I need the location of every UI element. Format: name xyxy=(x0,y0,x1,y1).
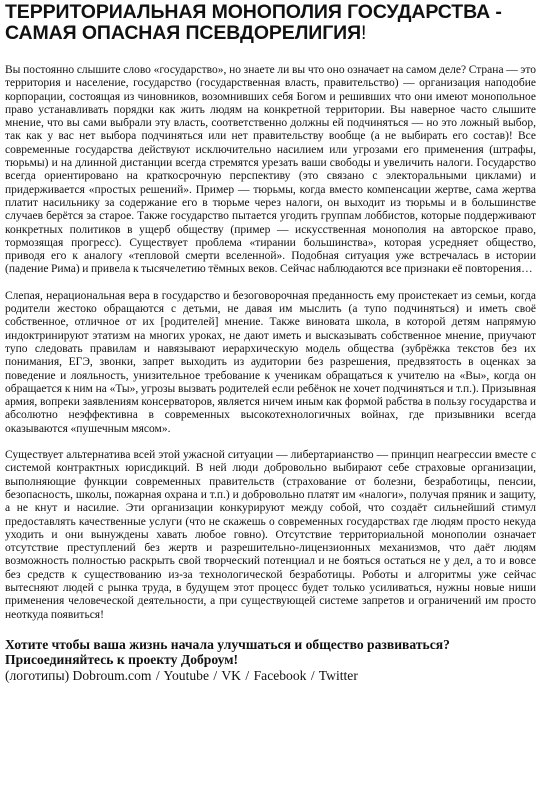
link-youtube[interactable]: Youtube xyxy=(163,667,210,683)
paragraph-alternative: Существует альтернатива всей этой ужасной ситуации — либертарианство — принцип неагрессии вместе с системой контрактных юрисдикций. В ней люди добровольно выбирают себе страховые организации, выполняющие функции современных правительств (страхование от болезни, безработицы, пенсии, безопасность, школы, пожарная охрана и т.п.) и добровольно платят им «налоги», получая пряник и защиту, а не кнут и насилие. Эти организации конкурируют между собой, что создаёт сильнейший стимул предоставлять качественные услуги (что не скажешь о современных государствах где людям просто некуда уходить и они вынуждены хавать любое говно). Отсутствие территориальной монополии означает отсутствие преступлений без жертв и разрешительно-лицензионных механизмов, что даёт людям возможность полностью раскрыть свой творческий потенциал и не бояться остаться не у дел, а то и вовсе без средств к существованию из-за технологической безработицы. Роботы и алгоритмы уже сейчас вытесняют людей с рынка труда, в будущем этот процесс будет только усиливаться, нужны новые ниши применения человеческой деятельности, а при существующей системе запретов и ограничений им просто неоткуда появиться! xyxy=(5,449,536,621)
title-exclamation: ! xyxy=(360,22,367,44)
page-title xyxy=(5,2,536,44)
paragraph-state-definition: Вы постоянно слышите слово «государство», но знаете ли вы что оно означает на самом деле? Страна — это территория и население, государство (государственная власть, правительство) — организация наподобие корпорации, состоящая из чиновников, возомнивших себя Богом и решивших что они имеют монопольное право устанавливать порядки как жить людям на конкретной территории. Вы наверное часто слышите мнение, что вы сами выбрали эту власть, соответственно должны ей подчиняться — но это ложный выбор, так как у вас нет выбора подчиняться или нет правительству вообще (а не выбирать его состав)! Все современные государства действуют исключительно насилием или угрозами его применения (штрафы, тюрьмы) и на длинной дистанции всегда стремятся урезать ваши свободы и увеличить налоги. Государство всегда ориентировано на краткосрочную перспективу (это связано с электоральными циклами) и придерживается «простых решений». Пример — тюрьмы, когда вместо компенсации жертве, сама жертва платит насильнику за содержание его в тюрьме через налоги, он выходит из тюрьмы и в большинстве случаев берётся за старое. Также государство пытается угодить группам лоббистов, которые поддерживают конкретных политиков в ущерб обществу (пример — искусственная монополия на авторское право, тормозящая прогресс). Существует проблема «тирании большинства», которая усредняет общество, приводя его к аналогу «тепловой смерти вселенной». Подобная ситуация уже встречалась в истории (падение Рима) и привела к тысячелетию тёмных веков. Сейчас наблюдаются все признаки её повторения… xyxy=(5,64,536,276)
separator: / xyxy=(213,667,218,683)
separator: / xyxy=(245,667,250,683)
logos-placeholder: (логотипы) xyxy=(5,667,70,683)
link-dobroum[interactable]: Dobroum.com xyxy=(72,667,152,683)
separator: / xyxy=(310,667,315,683)
link-twitter[interactable]: Twitter xyxy=(318,667,358,683)
title-text: ТЕРРИТОРИАЛЬНАЯ МОНОПОЛИЯ ГОСУДАРСТВА - САМАЯ ОПАСНАЯ ПСЕВДОРЕЛИГИЯ xyxy=(5,1,502,44)
paragraph-blind-faith: Слепая, нерациональная вера в государство и безоговорочная преданность ему проистекает из семьи, когда родители жестоко обращаются с детьми, не давая им мыслить (а тупо подчиняться) и иметь своё собственное, отличное от их [родителей] мнение. Также виновата школа, в которой детям напрямую индоктринируют этатизм на многих уроках, не дают иметь и высказывать собственное мнение, приучают тупо следовать правилам и навязывают иерархическую модель общества (зубрёжка текстов без их понимания, ЕГЭ, звонки, запрет выходить из аудитории без разрешения, предвзятость в оценках за поведение и лояльность, унизительное требование к ученикам обращаться к учителю на «Вы», когда он обращается к ним на «Ты», угрозы вызвать родителей если ребёнок не хочет подчиняться и т.п.). Призывная армия, вопреки заявлениям консерваторов, является ничем иным как формой рабства в пользу государства и абсолютно неэффективна в современных высокотехнологичных войнах, где призывники всегда оказываются «пушечным мясом». xyxy=(5,289,536,435)
link-vk[interactable]: VK xyxy=(221,667,241,683)
call-to-action: Хотите чтобы ваша жизнь начала улучшаться и общество развиваться? Присоединяйтесь к проекту Доброум! xyxy=(5,636,450,668)
separator: / xyxy=(155,667,160,683)
link-facebook[interactable]: Facebook xyxy=(253,667,307,683)
footer-links xyxy=(5,668,536,684)
